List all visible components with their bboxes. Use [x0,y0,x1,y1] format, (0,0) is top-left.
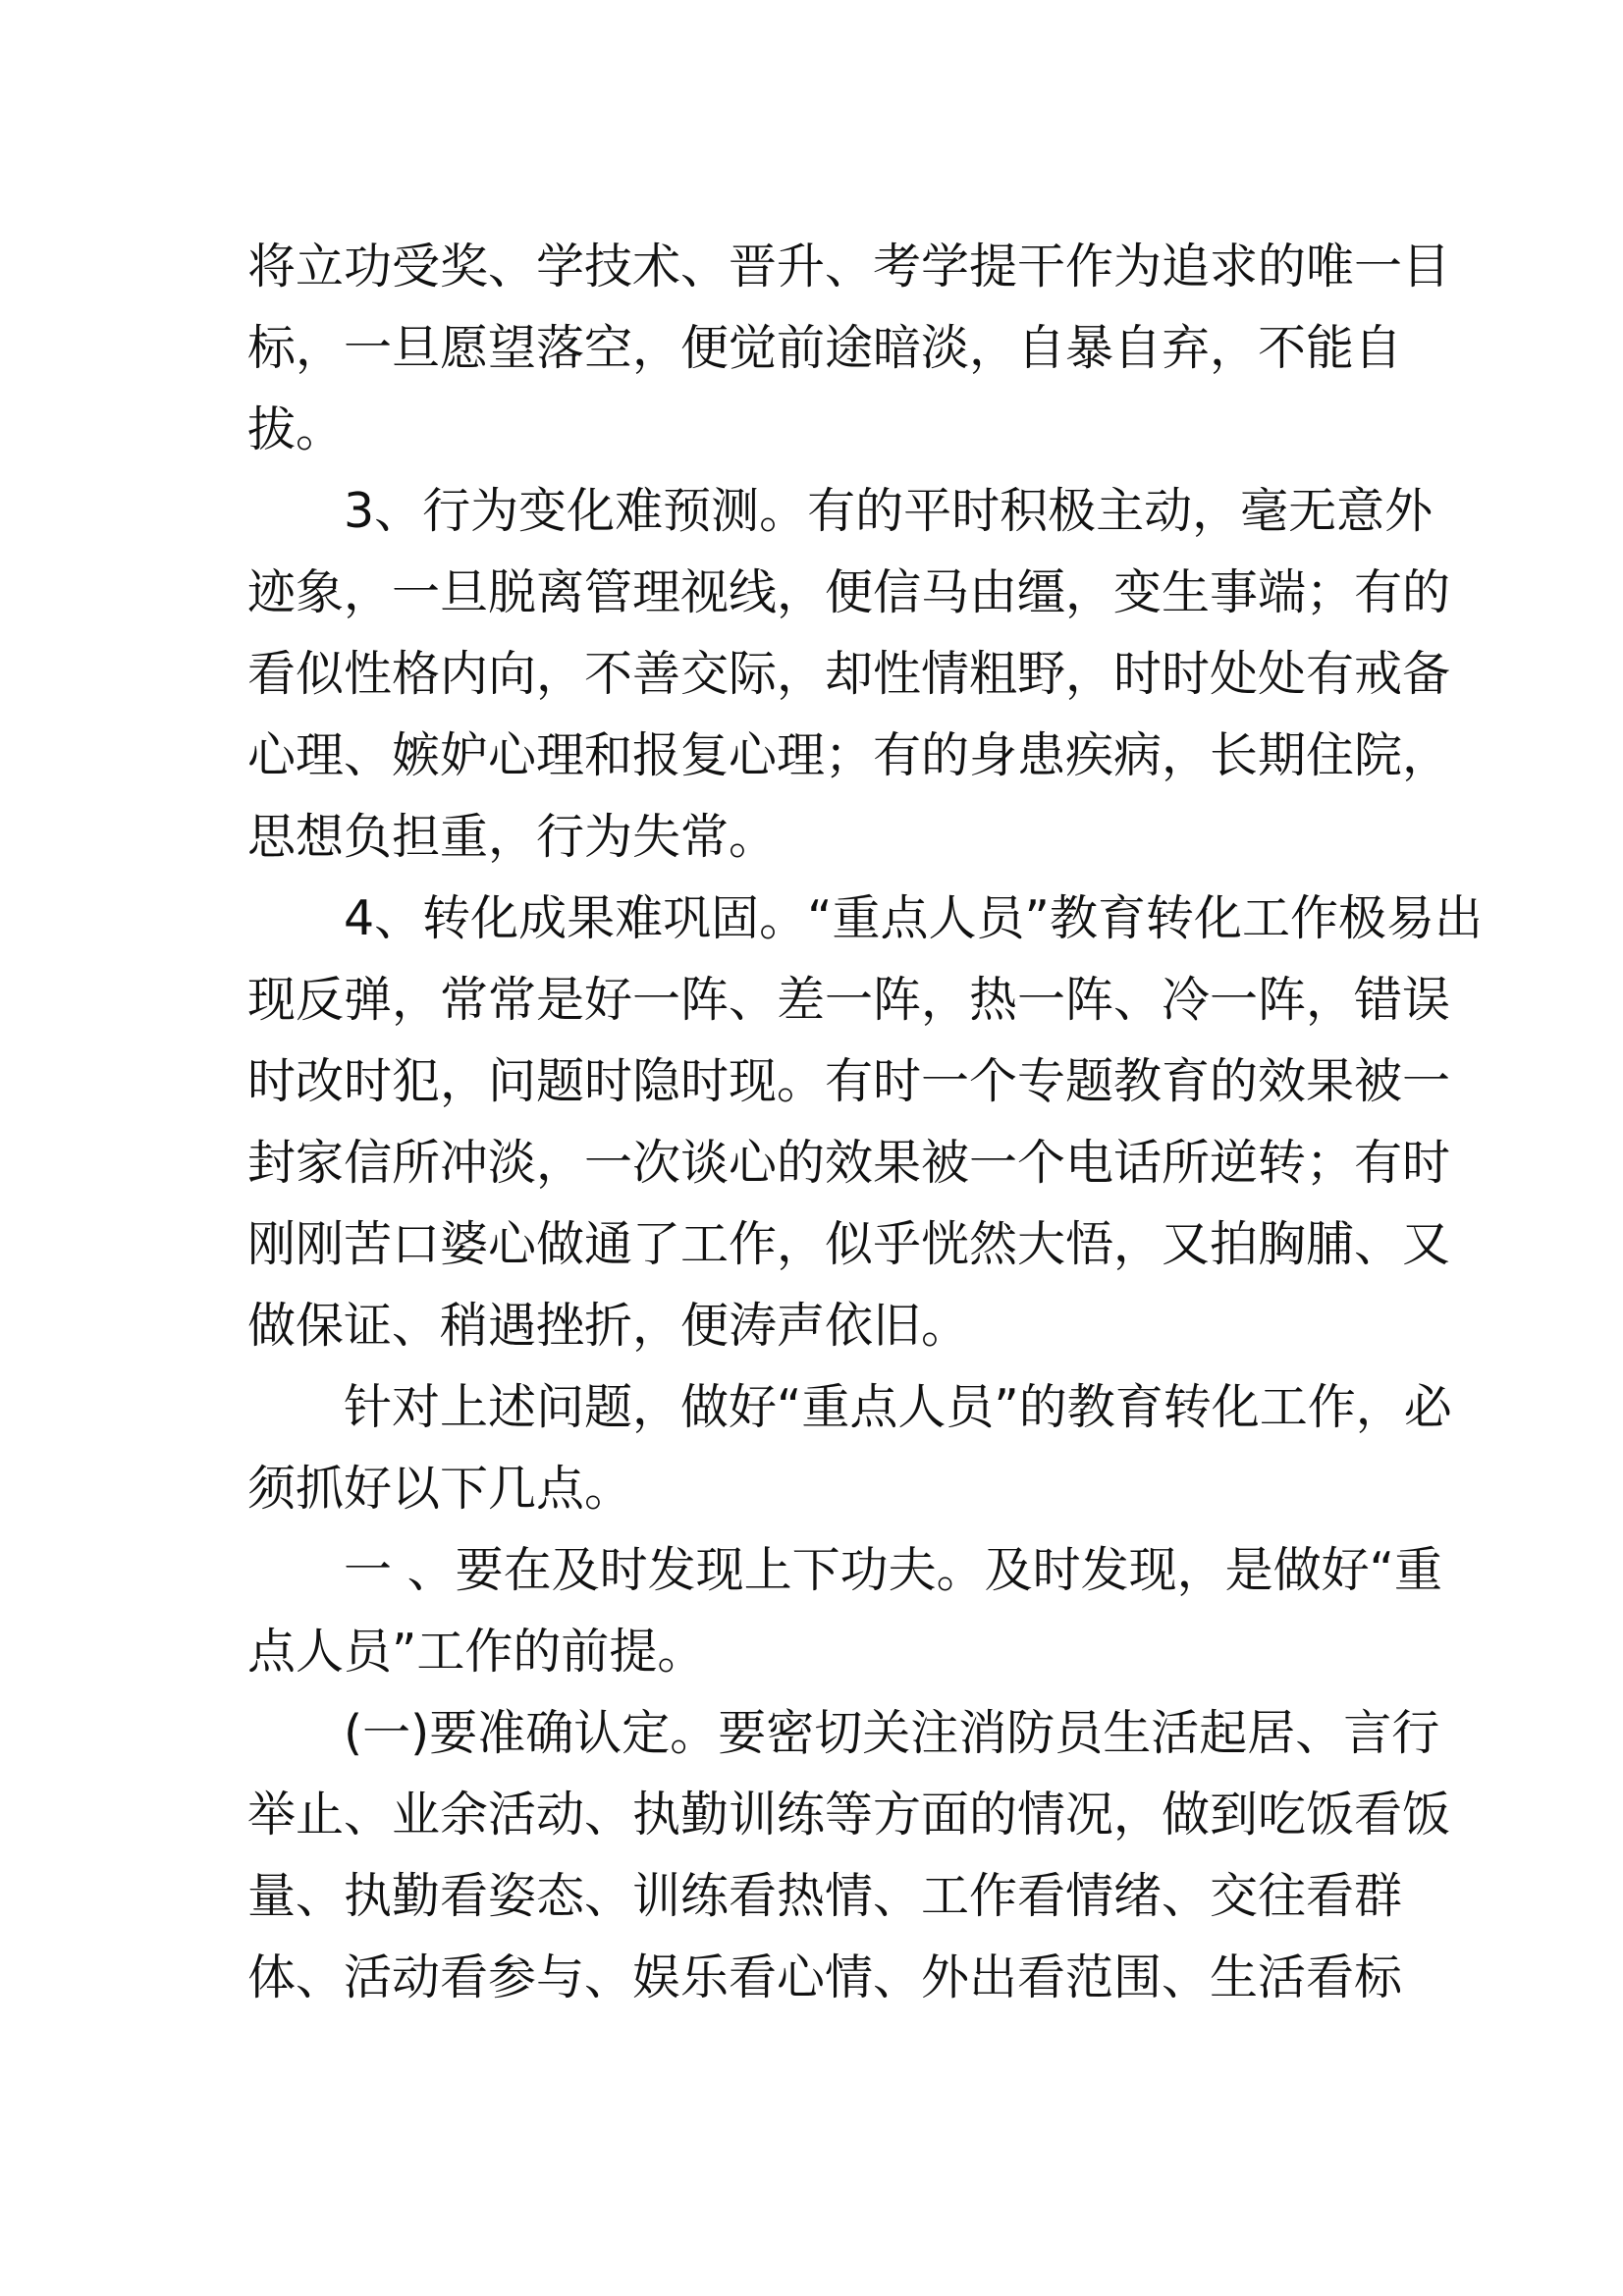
paragraph-start-line: 4、转化成果难巩固。“重点人员”教育转化工作极易出 [344,890,1483,946]
text-line: 思想负担重，行为失常。 [247,809,778,865]
text-line: 看似性格内向，不善交际，却性情粗野，时时处处有戒备 [247,646,1451,702]
text-line: 将立功受奖、学技术、晋升、考学提干作为追求的唯一目 [247,239,1451,294]
text-line: 时改时犯，问题时隐时现。有时一个专题教育的效果被一 [247,1053,1451,1109]
text-line: 体、活动看参与、娱乐看心情、外出看范围、生活看标 [247,1949,1403,2005]
text-line: 现反弹，常常是好一阵、差一阵，热一阵、冷一阵，错误 [247,972,1451,1028]
text-line: 封家信所冲淡，一次谈心的效果被一个电话所逆转；有时 [247,1135,1451,1191]
text-line: 量、执勤看姿态、训练看热情、工作看情绪、交往看群 [247,1868,1403,1924]
section-heading-line: 一 、要在及时发现上下功夫。及时发现，是做好“重 [344,1542,1442,1598]
text-line: 心理、嫉妒心理和报复心理；有的身患疾病，长期住院， [247,727,1451,783]
text-line: 拔。 [247,401,345,457]
text-line: 迹象，一旦脱离管理视线，便信马由缰，变生事端；有的 [247,564,1451,620]
text-line: 刚刚苦口婆心做通了工作，似乎恍然大悟，又拍胸脯、又 [247,1216,1451,1272]
text-line: 点人员”工作的前提。 [247,1624,706,1680]
text-line: 标，一旦愿望落空，便觉前途暗淡，自暴自弃，不能自 [247,320,1403,376]
subsection-heading-line: (一)要准确认定。要密切关注消防员生活起居、言行 [344,1705,1440,1761]
body-text [247,226,1483,2018]
paragraph-start-line: 3、行为变化难预测。有的平时积极主动，毫无意外 [344,483,1434,539]
text-line: 举止、业余活动、执勤训练等方面的情况，做到吃饭看饭 [247,1787,1451,1842]
text-line: 做保证、稍遇挫折，便涛声依旧。 [247,1298,970,1354]
text-line: 须抓好以下几点。 [247,1461,633,1517]
paragraph-start-line: 针对上述问题，做好“重点人员”的教育转化工作，必 [344,1379,1452,1435]
